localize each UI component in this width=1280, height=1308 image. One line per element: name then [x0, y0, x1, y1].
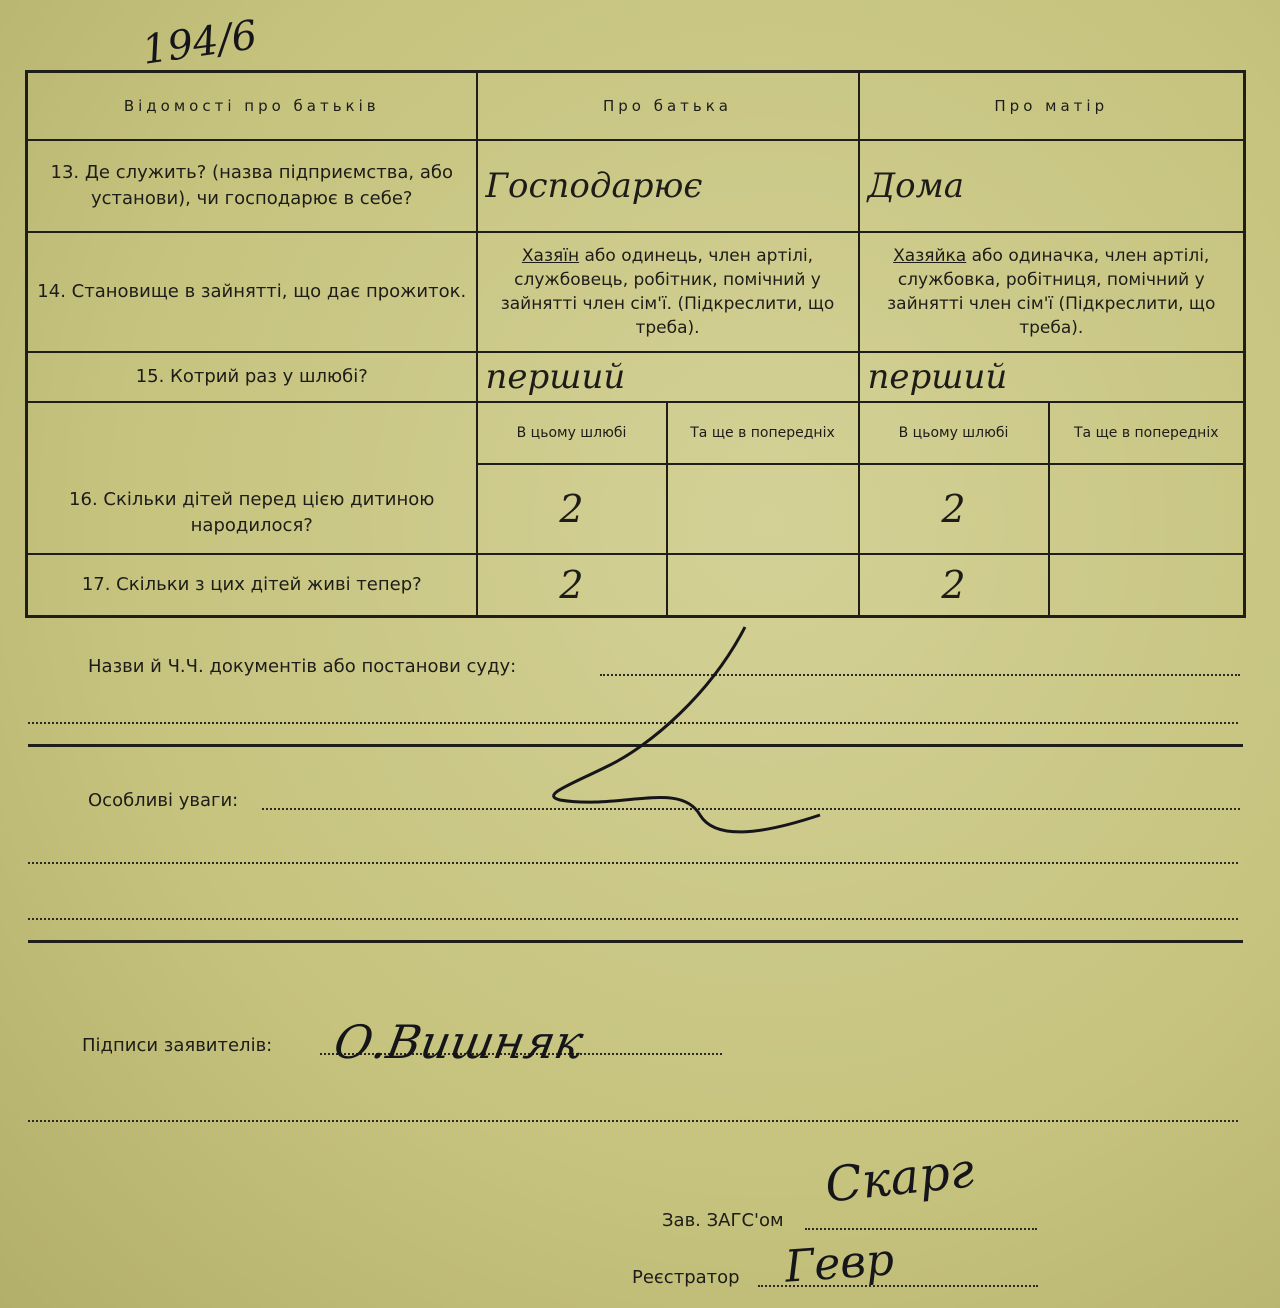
answer-15-father: перший [477, 352, 859, 402]
answer-17-father-prev [667, 554, 859, 616]
registrar-signature: Гевр [783, 1234, 896, 1293]
question-15: 15. Котрий раз у шлюбі? [27, 352, 477, 402]
answer-16-father-this: 2 [477, 464, 667, 554]
question-14: 14. Становище в зайнятті, що дає прожиток. [27, 232, 477, 352]
answer-17-father-this: 2 [477, 554, 667, 616]
head-line [805, 1228, 1037, 1230]
remarks-line-2 [28, 862, 1238, 864]
answer-17-mother-prev [1049, 554, 1245, 616]
options-mother: або одиначка, член артілі, службовка, робітниця, помічний у зайнятті член сім'ї (Підкреслити, що треба). [887, 246, 1216, 338]
answer-14-mother [859, 232, 1245, 352]
subheader-father-this: В цьому шлюбі [477, 402, 667, 464]
applicants-label: Підписи заявителів: [82, 1035, 273, 1056]
subheader-mother-this: В цьому шлюбі [859, 402, 1049, 464]
applicants-line-2 [28, 1120, 1238, 1122]
remarks-label: Особливі уваги: [88, 790, 239, 811]
documents-label: Назви й Ч.Ч. документів або постанови суду: [88, 656, 517, 677]
strike-mark [530, 615, 830, 855]
answer-16-mother-prev [1049, 464, 1245, 554]
header-mother: Про матір [859, 72, 1245, 141]
applicants-signature: О.Вишняк [330, 1015, 588, 1069]
subheader-mother-prev: Та ще в попередніх [1049, 402, 1245, 464]
answer-16-father-prev [667, 464, 859, 554]
section-divider-2 [28, 940, 1243, 943]
subheader-father-prev: Та ще в попередніх [667, 402, 859, 464]
question-16: 16. Скільки дітей перед цією дитиною народилося? [27, 402, 477, 554]
registrar-label: Реєстратор [632, 1267, 740, 1288]
head-signature: Скарг [822, 1142, 977, 1214]
underlined-option-mother: Хазяйка [893, 246, 967, 266]
header-parents-info: Відомості про батьків [27, 72, 477, 141]
header-father: Про батька [477, 72, 859, 141]
answer-14-father [477, 232, 859, 352]
question-13: 13. Де служить? (назва підприємства, або установи), чи господарює в себе? [27, 140, 477, 232]
remarks-line-3 [28, 918, 1238, 920]
answer-13-mother: Дома [859, 140, 1245, 232]
answer-16-mother-this: 2 [859, 464, 1049, 554]
underlined-option-father: Хазяїн [521, 246, 580, 266]
answer-13-father: Господарює [477, 140, 859, 232]
question-17: 17. Скільки з цих дітей живі тепер? [27, 554, 477, 616]
head-label: Зав. ЗАГС'ом [662, 1210, 784, 1231]
parents-info-table [25, 70, 1246, 618]
answer-15-mother: перший [859, 352, 1245, 402]
options-father: або одинець, член артілі, службовець, робітник, помічний у зайнятті член сім'ї. (Підкреслити, що треба). [500, 246, 835, 338]
year-note: 194/6 [139, 12, 260, 74]
answer-17-mother-this: 2 [859, 554, 1049, 616]
